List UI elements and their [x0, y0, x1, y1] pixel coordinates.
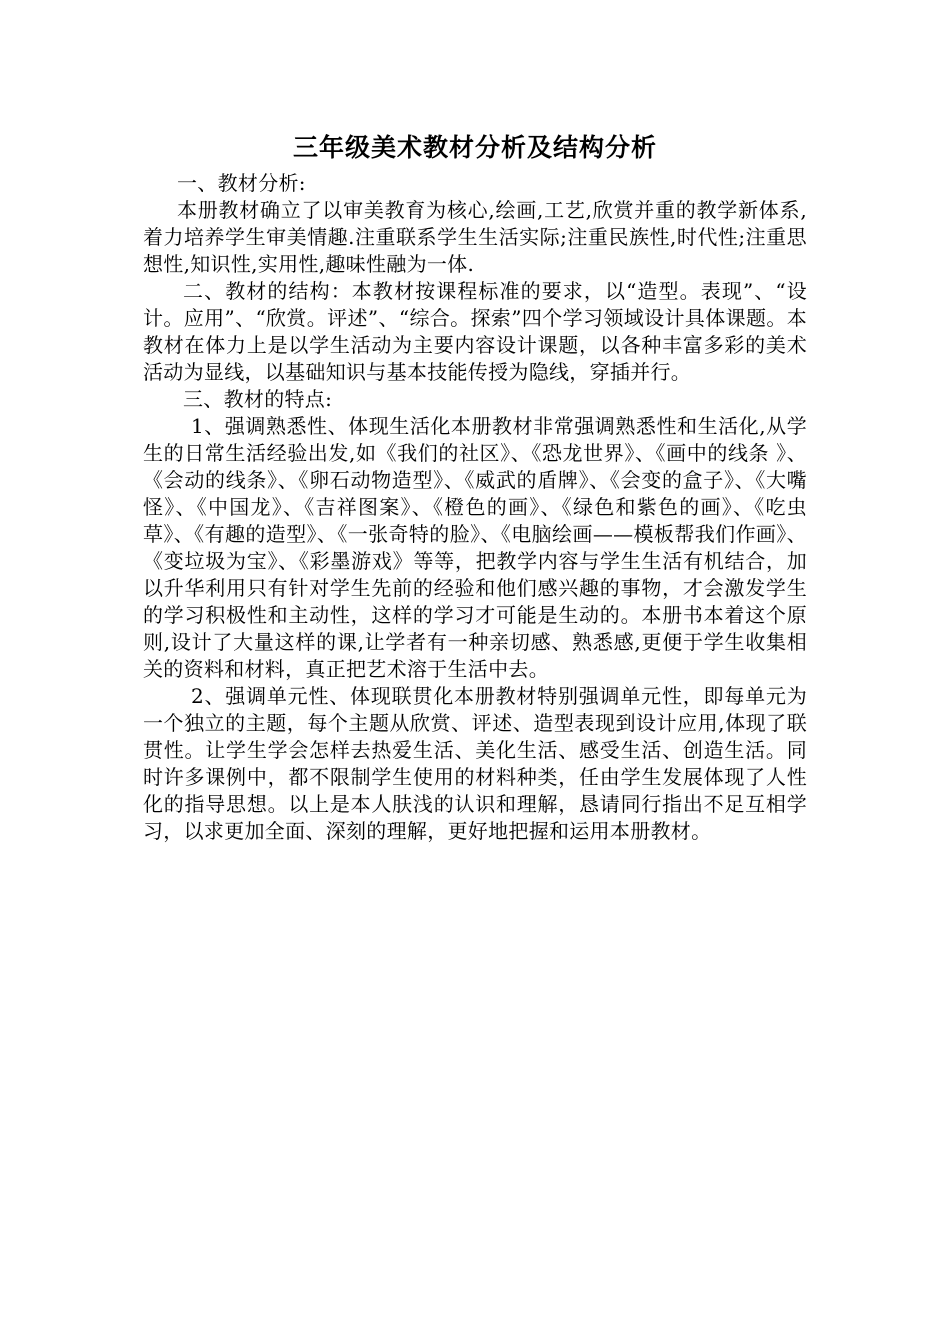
paragraph-feature-familiarity: 1、强调熟悉性、体现生活化本册教材非常强调熟悉性和生活化,从学生的日常生活经验出发,如《我们的社区》、《恐龙世界》、《画中的线条 》、《会动的线条》、《卵石动物造型》、《威武的盾牌》、《会变的盒子》、《大嘴怪》、《中国龙》、《吉祥图案》、《橙色的画》、《绿色和紫色的画》、《吃虫草》、《有趣的造型》、《一张奇特的脸》、《电脑绘画——模板帮我们作画》、《变垃圾为宝》、《彩墨游戏》等等，把教学内容与学生生活有机结合，加以升华利用只有针对学生先前的经验和他们感兴趣的事物，才会激发学生的学习积极性和主动性，这样的学习才可能是生动的。本册书本着这个原则,设计了大量这样的课,让学者有一种亲切感、熟悉感,更便于学生收集相关的资料和材料，真正把艺术溶于生活中去。: [143, 414, 807, 681]
document-body: [143, 130, 807, 845]
section-heading-analysis: 一、教材分析:: [177, 171, 306, 195]
paragraph-analysis: 本册教材确立了以审美教育为核心,绘画,工艺,欣赏并重的教学新体系,着力培养学生审美情趣.注重联系学生生活实际;注重民族性,时代性;注重思想性,知识性,实用性,趣味性融为一体.: [143, 198, 807, 276]
document-title: 三年级美术教材分析及结构分析: [292, 133, 657, 162]
paragraph-feature-unit: 2、强调单元性、体现联贯化本册教材特别强调单元性，即每单元为一个独立的主题，每个主题从欣赏、评述、造型表现到设计应用,体现了联贯性。让学生学会怎样去热爱生活、美化生活、感受生活、创造生活。同时许多课例中，都不限制学生使用的材料种类，任由学生发展体现了人性化的指导思想。以上是本人肤浅的认识和理解，恳请同行指出不足互相学习，以求更加全面、深刻的理解，更好地把握和运用本册教材。: [143, 684, 807, 843]
paragraph-structure: 二、教材的结构：本教材按课程标准的要求，以“造型。表现”、“设计。应用”、“欣赏。评述”、“综合。探索”四个学习领域设计具体课题。本教材在体力上是以学生活动为主要内容设计课题，以各种丰富多彩的美术活动为显线，以基础知识与基本技能传授为隐线，穿插并行。: [143, 279, 807, 384]
section-heading-features: 三、教材的特点:: [183, 387, 333, 411]
